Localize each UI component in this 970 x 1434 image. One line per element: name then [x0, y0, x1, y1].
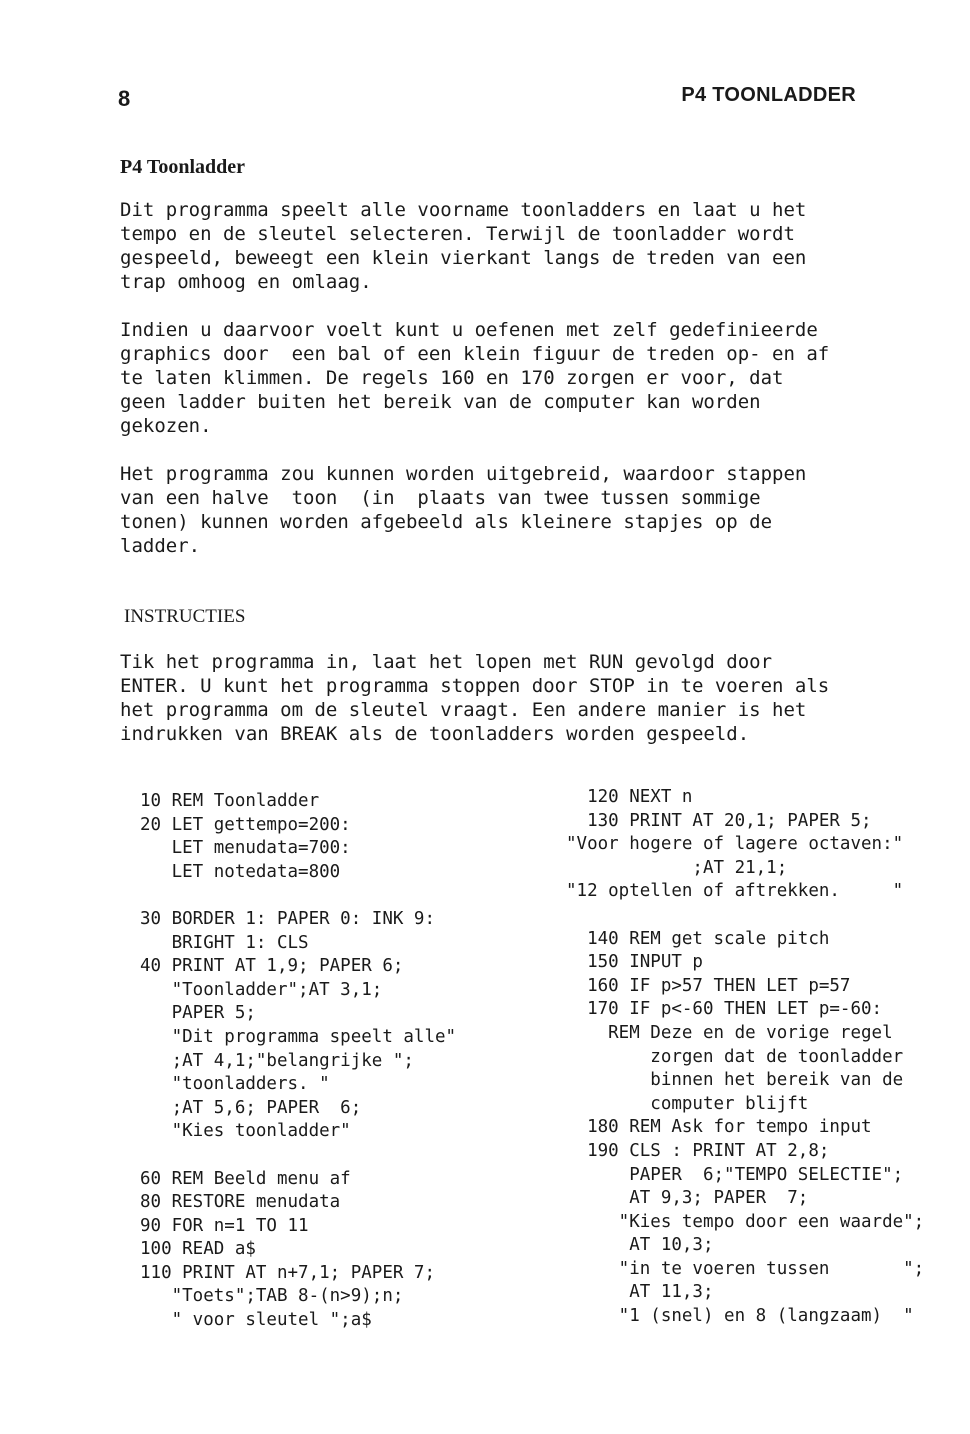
code-line: ;AT 4,1;"belangrijke ";	[140, 1050, 414, 1071]
code-line: PAPER 5;	[140, 1003, 256, 1024]
code-line: 110 PRINT AT n+7,1; PAPER 7;	[140, 1262, 436, 1283]
code-line: 180 REM Ask for tempo input	[566, 1117, 872, 1138]
code-line: 170 IF p<-60 THEN LET p=-60:	[566, 999, 883, 1020]
code-line: 60 REM Beeld menu af	[140, 1168, 351, 1189]
code-line: 140 REM get scale pitch	[566, 928, 830, 949]
code-line: 80 RESTORE menudata	[140, 1192, 341, 1213]
code-line: 30 BORDER 1: PAPER 0: INK 9:	[140, 908, 436, 929]
code-line: 100 READ a$	[140, 1239, 256, 1260]
page-number: 8	[118, 86, 131, 111]
code-line	[140, 1144, 456, 1168]
code-line: "Kies tempo door een waarde";	[566, 1211, 925, 1232]
code-line: computer blijft	[566, 1093, 809, 1114]
code-line: LET notedata=800	[140, 861, 341, 882]
code-line: 130 PRINT AT 20,1; PAPER 5;	[566, 810, 872, 831]
code-line: "Kies toonladder"	[140, 1121, 351, 1142]
code-line: AT 9,3; PAPER 7;	[566, 1188, 809, 1209]
code-line: 150 INPUT p	[566, 952, 703, 973]
code-line: " voor sleutel ";a$	[140, 1310, 372, 1331]
code-line: "Dit programma speelt alle"	[140, 1026, 457, 1047]
paragraph-intro: Dit programma speelt alle voorname toonladders en laat u het tempo en de sleutel selecteren. Terwijl de toonladder wordt gespeeld, beweegt een klein vierkant langs de treden van een trap omhoog en omlaag.	[120, 199, 807, 293]
code-line: 160 IF p>57 THEN LET p=57	[566, 975, 851, 996]
code-line: AT 11,3;	[566, 1282, 714, 1303]
paragraph-graphics: Indien u daarvoor voelt kunt u oefenen met zelf gedefinieerde graphics door een bal of een klein figuur de treden op- en af te laten klimmen. De regels 160 en 170 zorgen er voor, dat geen ladder buiten het bereik van de computer kan worden gekozen.	[120, 319, 830, 437]
code-line: "Toets";TAB 8-(n>9);n;	[140, 1286, 404, 1307]
code-line: 190 CLS : PRINT AT 2,8;	[566, 1140, 830, 1161]
paragraph-extension: Het programma zou kunnen worden uitgebreid, waardoor stappen van een halve toon (in plaats van twee tussen sommige tonen) kunnen worden afgebeeld als kleinere stapjes op de ladder.	[120, 463, 807, 557]
code-line: 20 LET gettempo=200:	[140, 814, 351, 835]
code-line: PAPER 6;"TEMPO SELECTIE";	[566, 1164, 904, 1185]
code-listing-left	[140, 790, 456, 1333]
code-line: "12 optellen of aftrekken. "	[566, 881, 904, 902]
code-line: ;AT 5,6; PAPER 6;	[140, 1097, 362, 1118]
code-line: 120 NEXT n	[566, 787, 693, 807]
instructions-heading: INSTRUCTIES	[124, 606, 246, 627]
code-line: BRIGHT 1: CLS	[140, 932, 309, 953]
running-title: P4 TOONLADDER	[681, 84, 856, 106]
code-line: REM Deze en de vorige regel	[566, 1022, 893, 1043]
instructions-text: Tik het programma in, laat het lopen met RUN gevolgd door ENTER. U kunt het programma stoppen door STOP in te voeren als het programma om de sleutel vraagt. Een andere manier is het indrukken van BREAK als de toonladders worden gespeeld.	[120, 651, 830, 745]
code-line	[140, 884, 456, 908]
code-line: AT 10,3;	[566, 1235, 714, 1256]
code-line: 10 REM Toonladder	[140, 791, 320, 811]
section-title: P4 Toonladder	[120, 156, 246, 178]
code-line: "toonladders. "	[140, 1074, 330, 1095]
code-line: "1 (snel) en 8 (langzaam) "	[566, 1306, 914, 1327]
code-line: 40 PRINT AT 1,9; PAPER 6;	[140, 956, 404, 977]
code-line: ;AT 21,1;	[566, 857, 788, 878]
code-listing-right	[566, 786, 924, 1329]
code-line: zorgen dat de toonladder	[566, 1046, 904, 1067]
code-line	[566, 904, 924, 928]
code-line: "Toonladder";AT 3,1;	[140, 979, 383, 1000]
code-line: LET menudata=700:	[140, 838, 351, 859]
code-line: "Voor hogere of lagere octaven:"	[566, 834, 904, 855]
code-line: "in te voeren tussen ";	[566, 1258, 925, 1279]
code-line: binnen het bereik van de	[566, 1070, 904, 1091]
code-line: 90 FOR n=1 TO 11	[140, 1215, 309, 1236]
